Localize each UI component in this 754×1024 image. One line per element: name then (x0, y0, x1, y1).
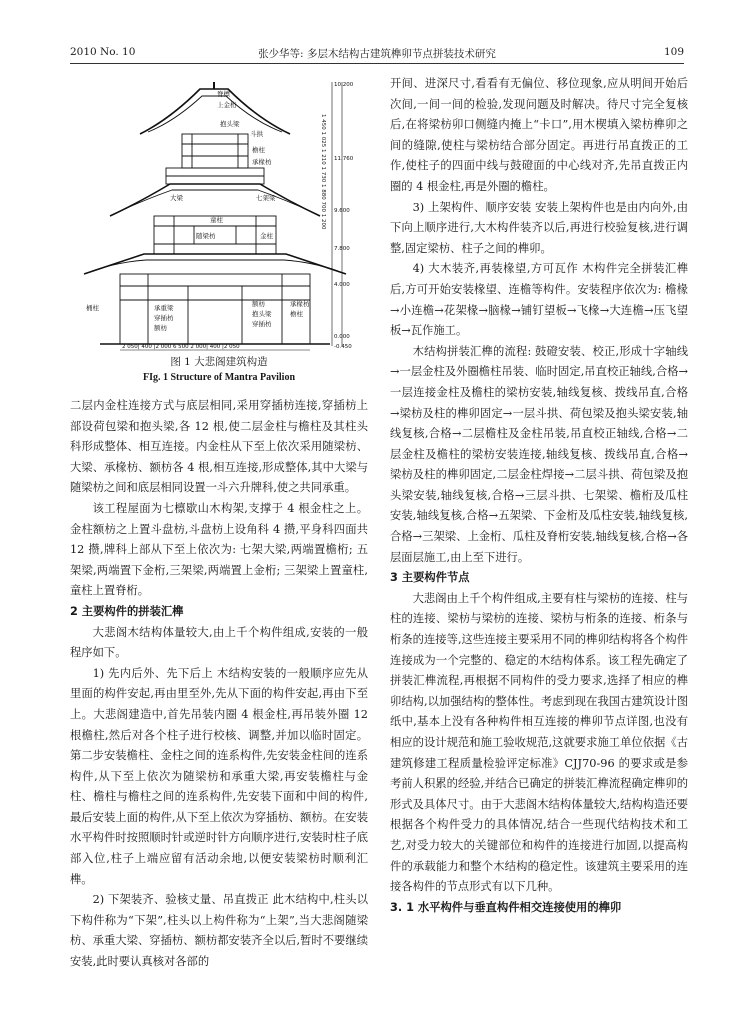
left-paragraph-5: 2) 下架装齐、验核丈量、吊直拨正 此木结构中,柱头以下构件称为“下架”,柱头以上构件称为“上架”,当大悲阁随梁枋、承重大梁、穿插枋、额枋都安装齐全以后,暂时不要继续安装,此时要认真核对各部的 (70, 893, 368, 969)
label-upper-purlin: 上金桁 (217, 101, 237, 109)
figure-caption-en: FIg. 1 Structure of Mantra Pavilion (142, 372, 296, 383)
label-tie-beam: 抱头梁 (220, 120, 240, 128)
left-column (70, 74, 368, 973)
right-paragraph-1: 开间、进深尺寸,看看有无偏位、移位现象,应从明间开始后次间,一间一间的检验,发现问题及时解决。待尺寸完全复核后,在将梁枋卯口侧缝内掩上“卡口”,用木楔填入梁枋榫卯之间的缝隙,使柱与梁枋结合部分固定。再进行吊直拨正的工作,使柱子的四面中线与鼓磴面的中心线对齐,先吊直拨正内圈的 4 根金柱,再是外圈的檐柱。 (390, 77, 688, 193)
right-paragraph-5: 大悲阁由上千个构件组成,主要有柱与梁枋的连接、柱与柱的连接、梁枋与梁枋的连接、梁枋与桁条的连接、桁条与桁条的连接等,这些连接主要采用不同的榫卯结构将各个构件连接成为一个完整的、稳定的木结构体系。该工程先确定了拼装汇榫流程,再根据不同构件的受力要求,选择了相应的榫卯结构,以加强结构的整体性。考虑到现在我国古建筑设计图纸中,基本上没有各种构件相互连接的榫卯节点详图,也没有相应的设计规范和施工验收规范,这就要求施工单位依据《古建筑修建工程质量检验评定标准》CJJ70-96 的要求或是参考前人积累的经验,并结合已确定的拼装汇榫流程确定榫卯的形式及具体尺寸。由于大悲阁木结构体量较大,结构构造还要根据各个构件受力的具体情况,结合一些现代结构技术和工艺,对受力较大的关键部位和构件的连接进行加固,以提高构件的承载能力和整个木结构的稳定性。该建筑主要采用的连接各构件的节点形式有以下几种。 (390, 591, 688, 894)
figure-caption-cn: 图 1 大悲阁建筑构造 (170, 356, 268, 368)
label-barrel-column: 桶柱 (86, 304, 99, 312)
label-rafter-beam-upper: 承椽枋 (252, 158, 272, 166)
pavilion-section-drawing (70, 74, 368, 354)
left-paragraph-2: 该工程屋面为七檩歇山木构架,支撑于 4 根金柱之上。金柱额枋之上置斗盘枋,斗盘枋上设角科 4 攒,平身科四面共 12 攒,牌科上部从下至上依次为: 七架大梁,两端置檐桁; 五架梁,两端置下金桁,三架梁,两端置上金桁; 三架梁上置童柱,童柱上置脊桁。 (70, 501, 368, 598)
label-seven-purlin-beam: 七架梁 (256, 194, 276, 202)
right-column (390, 74, 688, 918)
header-rule (70, 63, 684, 64)
label-architrave: 额枋 (154, 324, 167, 332)
elevation-6: 0.000 (334, 334, 350, 340)
label-eave-column-upper: 檐柱 (252, 146, 265, 154)
page-number: 109 (663, 46, 684, 58)
running-header (70, 46, 684, 64)
bottom-dimension-string: 2 050| 400 |2 000 6 500 2 000| 400 |2 050 (122, 344, 240, 350)
label-tie-beam-right: 抱头梁 (252, 310, 272, 318)
left-paragraph-3: 大悲阁木结构体量较大,由上千个构件组成,安装的一般程序如下。 (70, 625, 368, 660)
left-paragraph-1: 二层内金柱连接方式与底层相同,采用穿插枋连接,穿插枋上部设荷包梁和抱头梁,各 12 根,使二层金柱与檐柱及其柱头科形成整体、相互连接。内金柱从下至上依次采用随梁枋、大梁、承椽枋、额枋各 4 根,相互连接,形成整体,其中大梁与随梁枋之间和底层相同设置一斗六升牌科,使之共同承重。 (70, 399, 368, 495)
label-bracket: 斗拱 (250, 130, 263, 138)
section-heading-3-1: 3. 1 水平构件与垂直构件相交连接使用的榫卯 (390, 900, 622, 914)
label-architrave-right: 额枋 (252, 300, 265, 308)
figure-1 (70, 74, 368, 354)
label-eave-column-lower: 檐柱 (290, 310, 303, 318)
side-dimension-string: 1 450 1 025 1 210 1 730 1 880 700 1 200 (320, 114, 326, 230)
elevation-2: 11.760 (334, 156, 354, 162)
section-heading-2: 2 主要构件的拼装汇榫 (70, 604, 184, 618)
left-paragraph-4: 1) 先内后外、先下后上 木结构安装的一般顺序应先从里面的构件安起,再由里至外,先从下面的构件安起,再由下至上。大悲阁建造中,首先吊装内圈 4 根金柱,再吊装外圈 12 根檐柱,然后对各个柱子进行校核、调整,并加以临时固定。第二步安装檐柱、金柱之间的连系构件,先安装金柱间的连系构件,从下至上依次为随梁枋和承重大梁,再安装檐柱与金柱、檐柱与檐柱之间的连系构件,先安装下面和中间的构件,最后安装上面的构件,从下至上依次为穿插枋、额枋。在安装水平构件时按照顺时针或逆时针方向顺序进行,安装时柱子底部入位,柱子上端应留有活动余地,以便安装梁枋时顺利汇榫。 (70, 666, 368, 886)
elevation-4: 7.800 (334, 246, 350, 252)
right-paragraph-2: 3) 上架构件、顺序安装 安装上架构件也是由内向外,由下向上顺序进行,大木构件装齐以后,再进行校验复核,进行调整,固定梁枋、柱子之间的榫卯。 (390, 200, 688, 255)
elevation-1: 10.200 (334, 82, 354, 88)
label-main-beam: 大梁 (170, 194, 183, 202)
label-bearing-beam: 承重梁 (154, 304, 174, 312)
right-paragraph-3: 4) 大木装齐,再装椽望,方可瓦作 木构件完全拼装汇榫后,方可开始安装椽望、连檐等构件。安装程序依次为: 檐椽→小连檐→花架椽→脑椽→铺钉望板→飞椽→大连檐→压飞望板→瓦作施工。 (390, 262, 688, 338)
article-title: 张少华等: 多层木结构古建筑榫卯节点拼装技术研究 (258, 48, 496, 60)
right-paragraph-4: 木结构拼装汇榫的流程: 鼓磴安装、校正,形成十字轴线→一层金柱及外圈檐柱吊装、临时固定,吊直校正轴线,合格→一层连接金柱及檐柱的梁枋安装,轴线复核、拨线吊直,合格→梁枋及柱的榫卯固定→一层斗拱、荷包梁及抱头梁安装,轴线复核,合格→二层檐柱及金柱吊装,吊直校正轴线,合格→二层金柱及檐柱的梁枋安装连接,轴线复核、拨线吊直,合格→梁枋及柱的榫卯固定,二层金柱焊接→二层斗拱、荷包梁及抱头梁安装,轴线复核,合格→三层斗拱、七架梁、檐桁及瓜柱安装,轴线复核,合格→五架梁、下金桁及瓜柱安装,轴线复核,合格→三架梁、上金桁、瓜柱及脊桁安装,轴线复核,合格→各层面层施工,由上至下进行。 (390, 344, 688, 564)
label-ridge-purlin: 脊檩 (217, 90, 230, 98)
elevation-5: 4.000 (334, 282, 350, 288)
section-heading-3: 3 主要构件节点 (390, 571, 470, 585)
label-through-beam-right: 穿插枋 (252, 320, 272, 328)
label-through-beam: 穿插枋 (154, 314, 174, 322)
elevation-3: 9.600 (334, 208, 350, 214)
label-rafter-beam-lower: 承椽枋 (290, 300, 310, 308)
journal-issue: 2010 No. 10 (70, 46, 136, 58)
label-short-column: 童柱 (210, 216, 223, 224)
elevation-7: -0.450 (334, 344, 352, 350)
label-gold-column: 金柱 (260, 232, 273, 240)
label-secondary-beam: 随梁枋 (196, 232, 216, 240)
